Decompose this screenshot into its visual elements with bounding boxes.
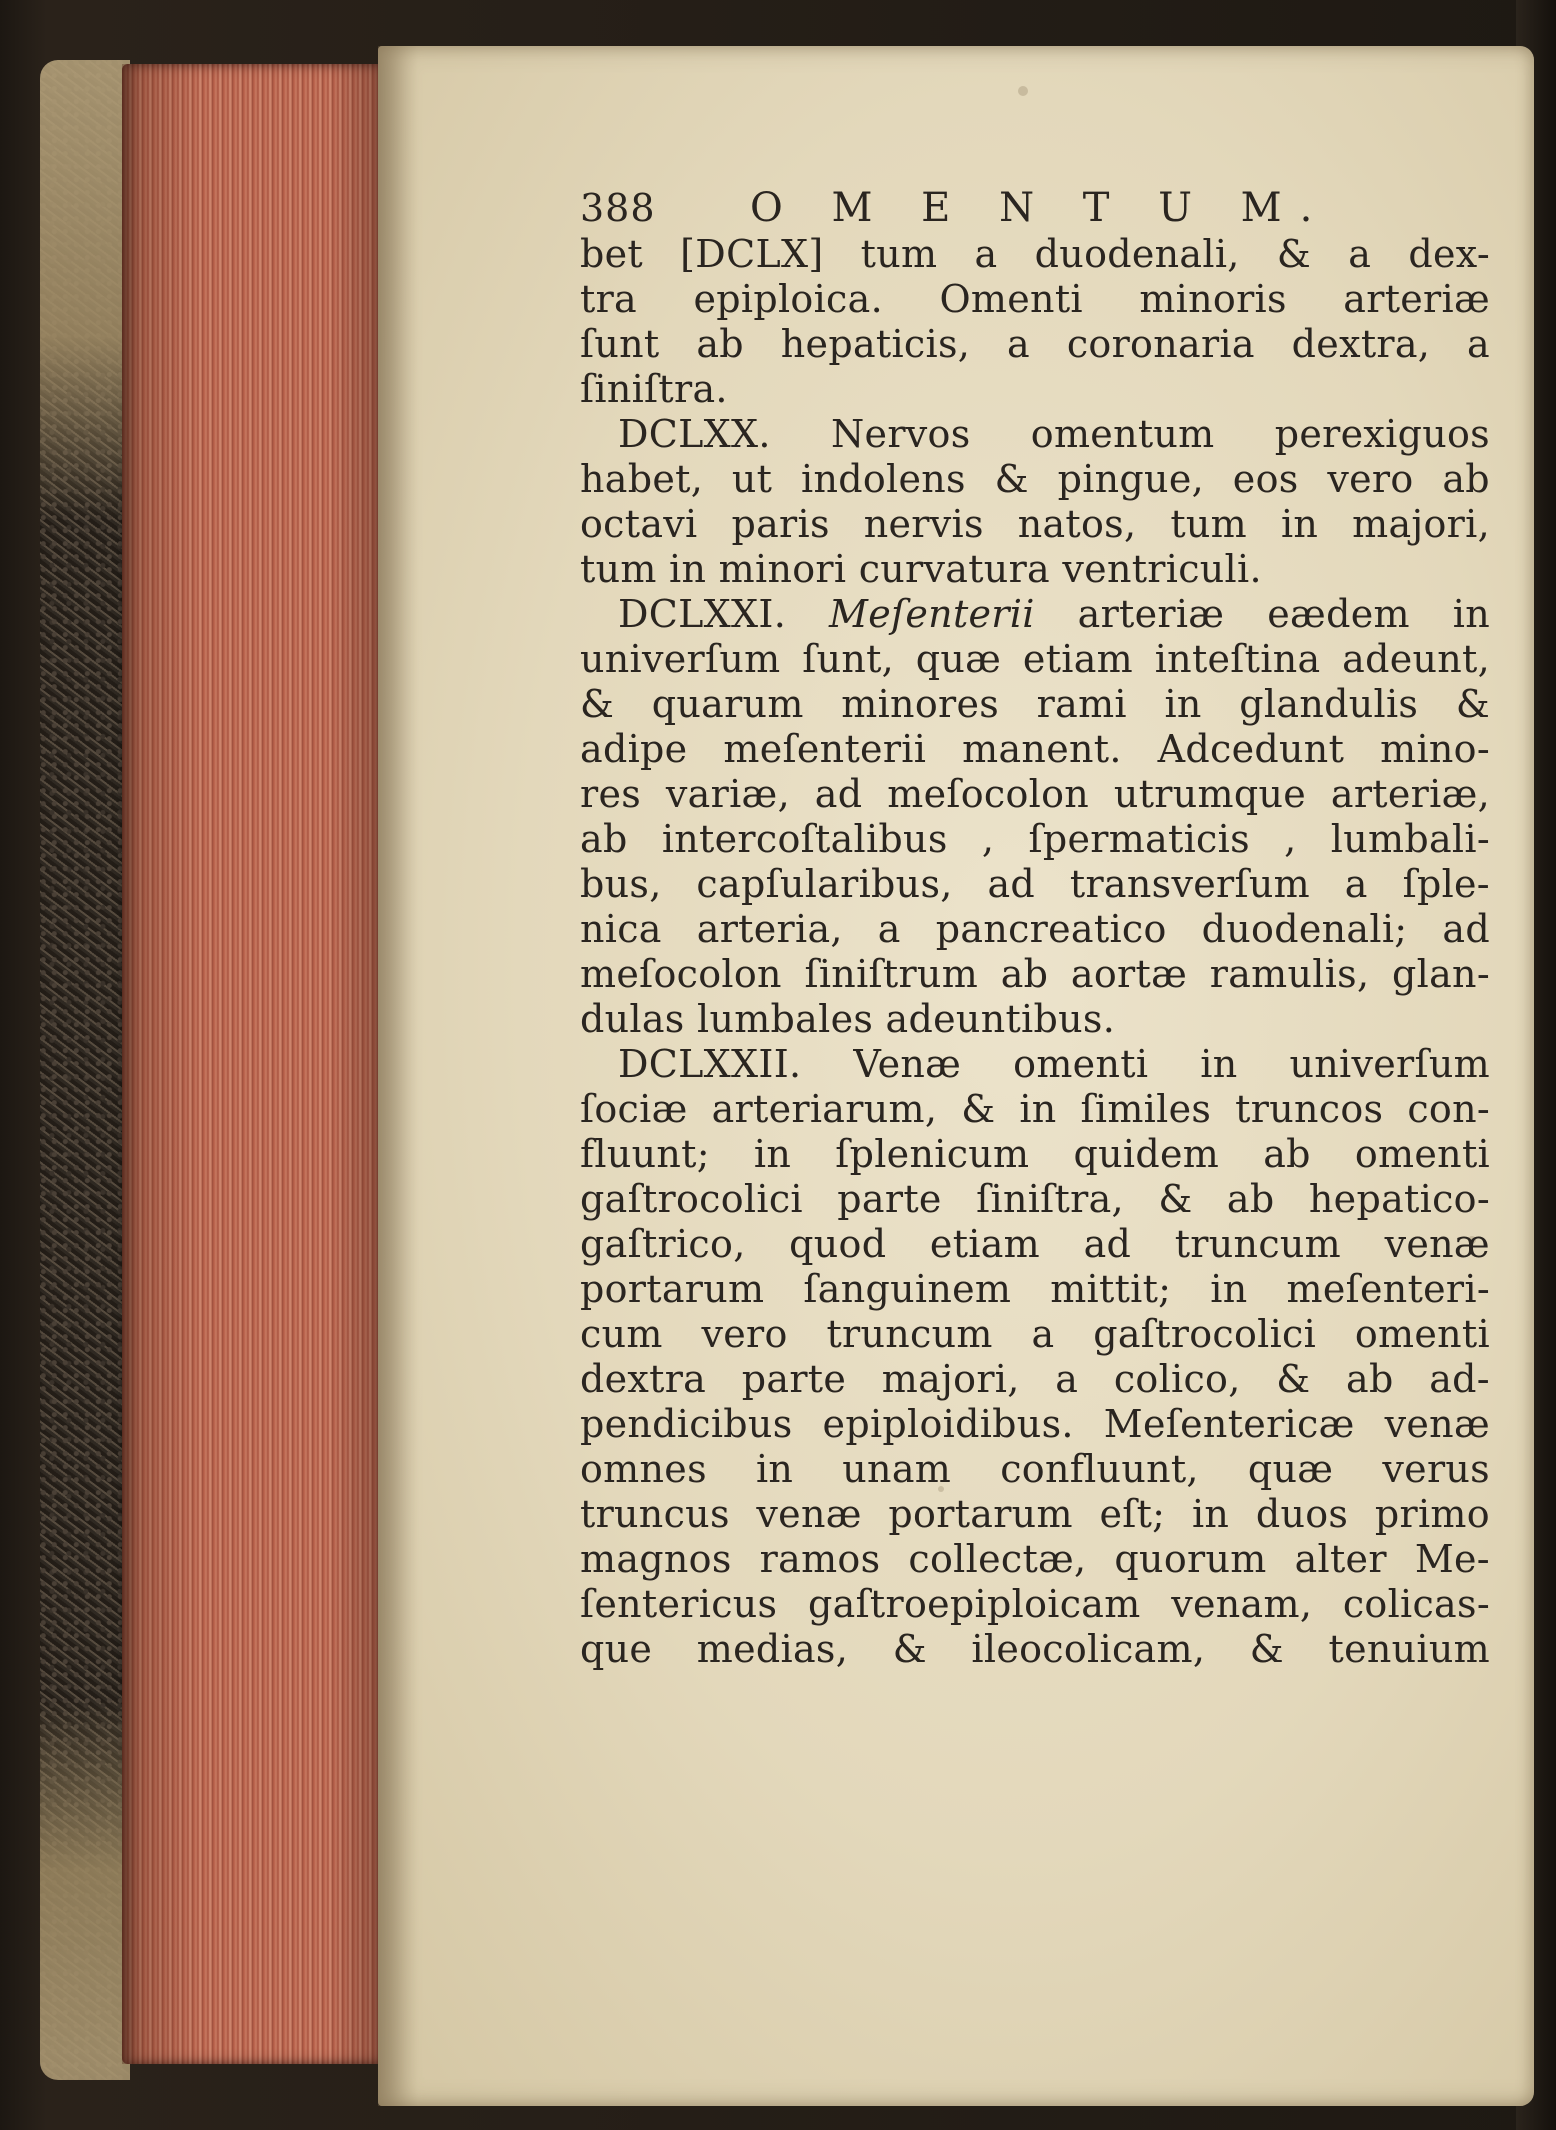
paper-spot [1018, 86, 1028, 96]
book-cover-marbled [40, 60, 130, 2080]
page-number: 388 [580, 186, 656, 230]
text-line: res variæ, ad meſocolon utrumque arteriæ, [580, 772, 1490, 816]
text-line: ſunt ab hepaticis, a coronaria dextra, a [580, 322, 1490, 366]
text-line: gaſtrocolici parte ſiniſtra, & ab hepatico- [580, 1177, 1490, 1221]
text-line: univerſum ſunt, quæ etiam inteſtina adeunt, [580, 637, 1490, 681]
text-line: truncus venæ portarum eſt; in duos primo [580, 1492, 1490, 1536]
text-line: habet, ut indolens & pingue, eos vero ab [580, 457, 1490, 501]
text-line: cum vero truncum a gaſtrocolici omenti [580, 1312, 1490, 1356]
text-line: & quarum minores rami in glandulis & [580, 682, 1490, 726]
text-line: ſociæ arteriarum, & in ſimiles truncos con- [580, 1087, 1490, 1131]
text-lines [580, 232, 1490, 1672]
text-line: portarum ſanguinem mittit; in meſenteri- [580, 1267, 1490, 1311]
text-line: gaſtrico, quod etiam ad truncum venæ [580, 1222, 1490, 1266]
page-text [580, 186, 1490, 1672]
text-line: que medias, & ileocolicam, & tenuium [580, 1627, 1490, 1671]
text-line: tra epiploica. Omenti minoris arteriæ [580, 277, 1490, 321]
text-line: DCLXXII. Venæ omenti in univerſum [618, 1042, 1490, 1086]
page-edges-red [122, 64, 382, 2064]
text-line: fluunt; in ſplenicum quidem ab omenti [580, 1132, 1490, 1176]
text-line: adipe meſenterii manent. Adcedunt mino- [580, 727, 1490, 771]
running-head: O M E N T U M. [750, 185, 1331, 231]
text-line: bet [DCLX] tum a duodenali, & a dex- [580, 232, 1490, 276]
text-line: dulas lumbales adeuntibus. [580, 997, 1116, 1041]
text-line: ſiniſtra. [580, 367, 728, 411]
text-line: pendicibus epiploidibus. Meſentericæ venæ [580, 1402, 1490, 1446]
book-page [378, 46, 1534, 2106]
text-line: ſentericus gaſtroepiploicam venam, colicas- [580, 1582, 1490, 1626]
text-line: bus, capſularibus, ad transverſum a ſple- [580, 862, 1490, 906]
text-line: DCLXXI. Meſenterii arteriæ eædem in [618, 592, 1490, 636]
text-line: meſocolon ſiniſtrum ab aortæ ramulis, glan- [580, 952, 1490, 996]
text-line: ab intercoſtalibus , ſpermaticis , lumbali- [580, 817, 1490, 861]
text-line: dextra parte majori, a colico, & ab ad- [580, 1357, 1490, 1401]
text-line: omnes in unam confluunt, quæ verus [580, 1447, 1490, 1491]
text-line: DCLXX. Nervos omentum perexiguos [618, 412, 1490, 456]
text-line: nica arteria, a pancreatico duodenali; ad [580, 907, 1490, 951]
text-line: octavi paris nervis natos, tum in majori, [580, 502, 1490, 546]
text-line: magnos ramos collectæ, quorum alter Me- [580, 1537, 1490, 1581]
text-line: tum in minori curvatura ventriculi. [580, 547, 1262, 591]
